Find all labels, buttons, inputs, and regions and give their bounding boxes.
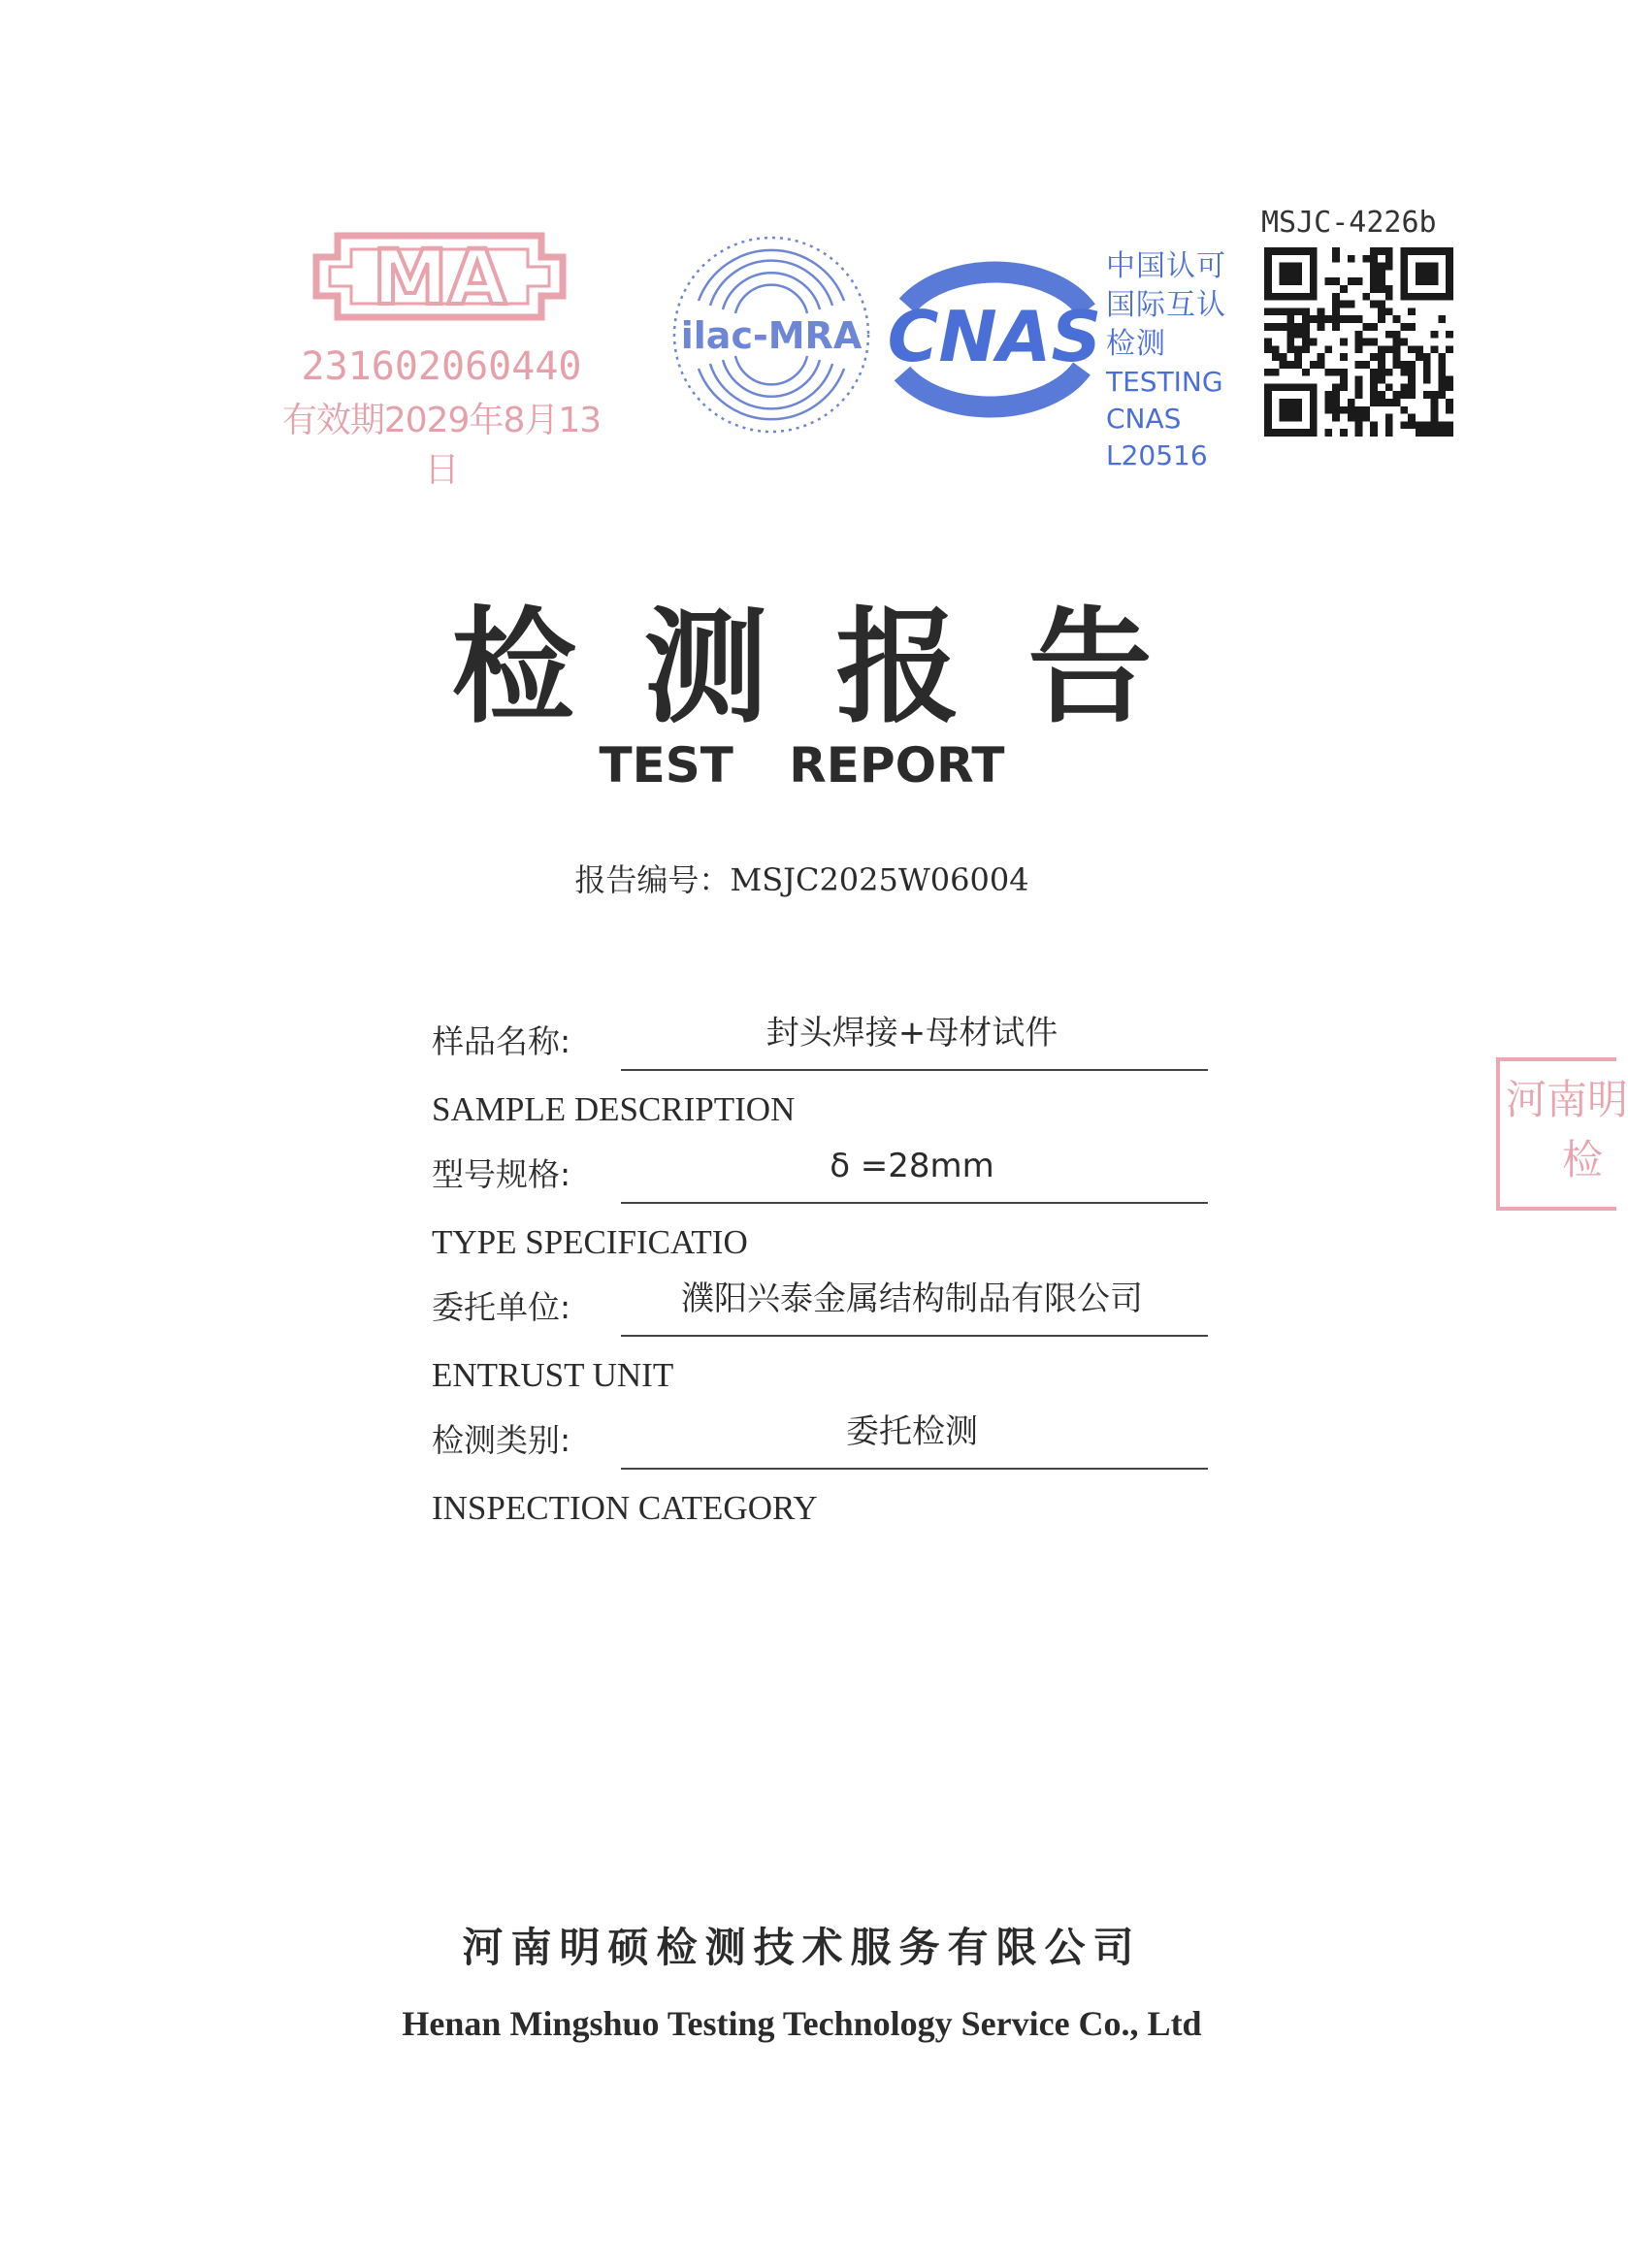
field-label-en: ENTRUST UNIT xyxy=(432,1356,674,1394)
report-number-label: 报告编号： xyxy=(574,861,731,898)
field-entrust-unit xyxy=(432,1275,1208,1408)
field-label-cn: 检测类别: xyxy=(432,1421,571,1459)
ma-cert-number: 231602060440 xyxy=(301,344,582,389)
field-value: δ =28mm xyxy=(830,1147,994,1185)
field-underline xyxy=(621,1202,1208,1204)
field-value: 封头焊接+母材试件 xyxy=(765,1014,1058,1053)
field-underline xyxy=(621,1335,1208,1337)
field-underline xyxy=(621,1468,1208,1470)
report-number-value: MSJC2025W06004 xyxy=(730,861,1029,898)
cnas-line-2: 国际互认 xyxy=(1106,288,1226,322)
field-label-en: TYPE SPECIFICATIO xyxy=(432,1223,748,1261)
cnas-logo-icon xyxy=(878,252,1111,427)
field-inspection-category xyxy=(432,1408,1208,1540)
field-label-cn: 样品名称: xyxy=(432,1022,571,1060)
sample-info-fields xyxy=(432,1009,1208,1540)
company-name-cn: 河南明硕检测技术服务有限公司 xyxy=(462,1924,1142,1971)
ilac-text: ilac-MRA xyxy=(680,314,863,357)
cnas-line-1: 中国认可 xyxy=(1106,249,1226,283)
report-number xyxy=(0,856,1604,900)
ma-emblem-text: MA xyxy=(373,235,506,322)
edge-seal-stamp xyxy=(1496,1057,1628,1211)
cnas-accreditation-text xyxy=(1106,247,1252,474)
field-label-cn: 型号规格: xyxy=(432,1155,571,1193)
seal-line-1: 河南明 xyxy=(1506,1076,1628,1123)
field-label-en: INSPECTION CATEGORY xyxy=(432,1489,818,1527)
field-value: 濮阳兴泰金属结构制品有限公司 xyxy=(681,1280,1143,1318)
field-sample-description xyxy=(432,1009,1208,1142)
field-type-specification xyxy=(432,1142,1208,1275)
field-value: 委托检测 xyxy=(846,1412,978,1451)
cnas-logo-text: CNAS xyxy=(887,296,1102,377)
qr-code-label: MSJC-4226b xyxy=(1261,206,1437,240)
field-label-en: SAMPLE DESCRIPTION xyxy=(432,1090,796,1128)
report-title-cn: 检测报告 xyxy=(451,596,1221,740)
cnas-testing: TESTING xyxy=(1106,366,1223,398)
cnas-line-3: 检测 xyxy=(1106,327,1166,361)
ma-certification-mark xyxy=(281,209,602,490)
ilac-mra-logo-icon xyxy=(669,228,873,441)
report-title-en: TEST REPORT xyxy=(599,737,1005,794)
qr-code-icon xyxy=(1264,247,1453,437)
ma-emblem-icon xyxy=(309,209,570,344)
cnas-accreditation-number: CNAS L20516 xyxy=(1106,403,1208,471)
ma-validity: 有效期2029年8月13日 xyxy=(281,401,602,490)
seal-line-2: 检 xyxy=(1562,1136,1604,1183)
field-label-cn: 委托单位: xyxy=(432,1288,571,1326)
company-name-en: Henan Mingshuo Testing Technology Service Co., Ltd xyxy=(402,2004,1202,2043)
field-underline xyxy=(621,1069,1208,1071)
